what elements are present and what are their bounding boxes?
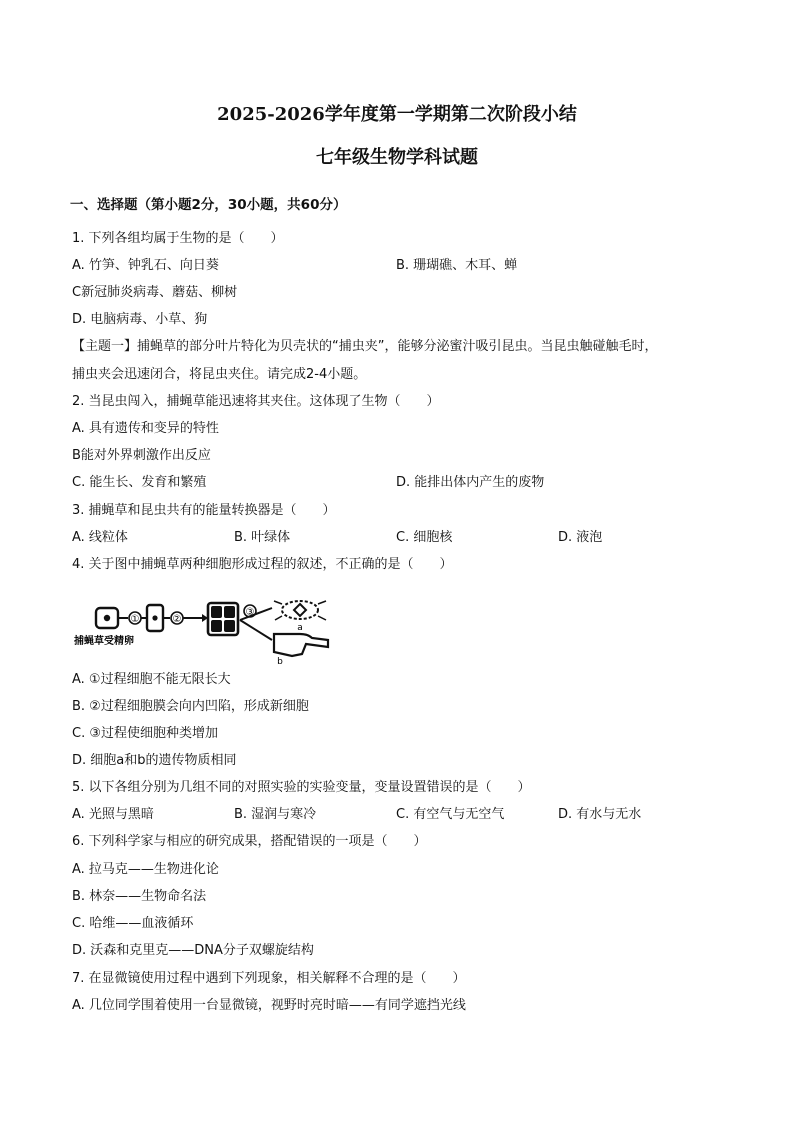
question-3-stem: 3. 捕蝇草和昆虫共有的能量转换器是（ ） xyxy=(72,503,336,518)
question-3-option-b: B. 叶绿体 xyxy=(234,530,291,545)
question-4-option-b: B. ②过程细胞膜会向内凹陷，形成新细胞 xyxy=(72,699,309,714)
question-1-option-a: A. 竹笋、钟乳石、向日葵 xyxy=(72,258,219,273)
question-3-option-c: C. 细胞核 xyxy=(396,530,453,545)
question-4-option-d: D. 细胞a和b的遗传物质相同 xyxy=(72,753,237,768)
cell-division-diagram xyxy=(70,600,370,666)
question-3-option-d: D. 液泡 xyxy=(558,530,603,545)
question-1-option-b: B. 珊瑚礁、木耳、蝉 xyxy=(396,258,518,273)
question-5-option-c: C. 有空气与无空气 xyxy=(396,807,505,822)
question-6-stem: 6. 下列科学家与相应的研究成果，搭配错误的一项是（ ） xyxy=(72,834,427,849)
question-2-option-c: C. 能生长、发育和繁殖 xyxy=(72,475,207,490)
question-5-option-b: B. 湿润与寒冷 xyxy=(234,807,317,822)
question-3-option-a: A. 线粒体 xyxy=(72,530,128,545)
theme-intro-line-2: 捕虫夹会迅速闭合，将昆虫夹住。请完成2-4小题。 xyxy=(72,367,367,382)
cell-a-label: a xyxy=(297,623,303,633)
question-2-stem: 2. 当昆虫闯入，捕蝇草能迅速将其夹住。这体现了生物（ ） xyxy=(72,394,440,409)
theme-intro-line-1: 【主题一】捕蝇草的部分叶片特化为贝壳状的“捕虫夹”，能够分泌蜜汁吸引昆虫。当昆虫触碰触毛时， xyxy=(72,339,658,354)
question-6-option-b: B. 林奈——生物命名法 xyxy=(72,889,207,904)
question-5-option-d: D. 有水与无水 xyxy=(558,807,642,822)
step-3-label: ③ xyxy=(245,607,255,618)
question-5-option-a: A. 光照与黑暗 xyxy=(72,807,154,822)
question-5-stem: 5. 以下各组分别为几组不同的对照实验的实验变量，变量设置错误的是（ ） xyxy=(72,780,531,795)
cell-b xyxy=(274,634,328,656)
question-4-stem: 4. 关于图中捕蝇草两种细胞形成过程的叙述，不正确的是（ ） xyxy=(72,557,453,572)
question-6-option-c: C. 哈维——血液循环 xyxy=(72,916,194,931)
diagram-caption: 捕蝇草受精卵 xyxy=(74,636,134,647)
fertilized-egg-cell xyxy=(96,608,118,628)
question-4-option-c: C. ③过程使细胞种类增加 xyxy=(72,726,218,741)
question-6-option-d: D. 沃森和克里克——DNA分子双螺旋结构 xyxy=(72,943,314,958)
cell-a xyxy=(274,601,326,620)
section-heading: 一、选择题（第小题2分，30小题，共60分） xyxy=(70,197,347,213)
question-7-option-a: A. 几位同学围着使用一台显微镜，视野时亮时暗——有同学遮挡光线 xyxy=(72,998,466,1013)
cell-b-label: b xyxy=(277,657,283,666)
question-2-option-b: B能对外界刺激作出反应 xyxy=(72,448,211,463)
question-1-option-d: D. 电脑病毒、小草、狗 xyxy=(72,312,208,327)
four-cell-stage xyxy=(208,603,238,635)
question-6-option-a: A. 拉马克——生物进化论 xyxy=(72,862,219,877)
two-cell-stage xyxy=(147,605,163,631)
step-1-label: ① xyxy=(130,614,140,625)
question-1-stem: 1. 下列各组均属于生物的是（ ） xyxy=(72,231,284,246)
question-1-option-c: C新冠肺炎病毒、蘑菇、柳树 xyxy=(72,285,238,300)
question-2-option-d: D. 能排出体内产生的废物 xyxy=(396,475,545,490)
page-title: 2025-2026学年度第一学期第二次阶段小结 xyxy=(217,104,577,125)
page-subtitle: 七年级生物学科试题 xyxy=(316,147,478,168)
question-4-option-a: A. ①过程细胞不能无限长大 xyxy=(72,672,231,687)
question-7-stem: 7. 在显微镜使用过程中遇到下列现象，相关解释不合理的是（ ） xyxy=(72,971,466,986)
step-2-label: ② xyxy=(172,614,182,625)
question-2-option-a: A. 具有遗传和变异的特性 xyxy=(72,421,219,436)
